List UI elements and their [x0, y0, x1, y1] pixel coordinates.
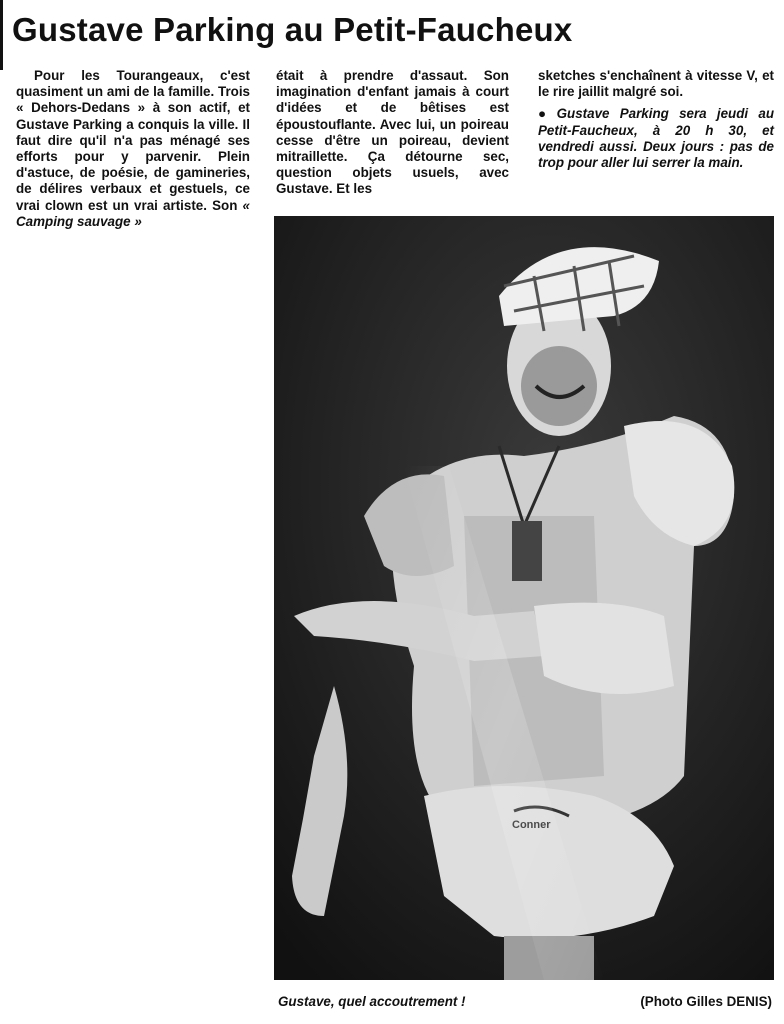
left-rule	[0, 0, 3, 70]
photo-clown-portrait	[274, 216, 774, 980]
photo-credit: (Photo Gilles DENIS)	[640, 994, 772, 1009]
column-1-text	[16, 68, 250, 230]
column-1-italic-title: « Camping sauvage »	[16, 197, 250, 229]
column-1-body: Pour les Tourangeaux, c'est quasiment un ami de la famille. Trois « Dehors-Dedans » à son actif, et Gustave Parking a conquis la ville. Il faut dire qu'il n'a pas ménagé ses efforts pour y parvenir. Plein d'astuce, de poésie, de gamineries, de délires verbaux et gestuels, ce vrai clown est un vrai artiste. Son	[16, 68, 250, 213]
photo-caption: Gustave, quel accoutrement !	[278, 994, 466, 1009]
article-column-1	[16, 68, 250, 230]
info-note-text: Gustave Parking sera jeudi au Petit-Faucheux, à 20 h 30, et vendredi aussi. Deux jours : pas de trop pour aller lui serrer la main.	[538, 106, 774, 171]
article-column-2	[276, 68, 509, 198]
bullet-icon: ●	[538, 106, 553, 122]
photo-illustration	[274, 216, 774, 980]
info-note	[538, 106, 774, 171]
column-3-text: sketches s'enchaînent à vitesse V, et le rire jaillit malgré soi.	[538, 68, 774, 100]
column-2-text: était à prendre d'assaut. Son imagination d'enfant jamais à court d'idées et de bêtises est époustouflante. Avec lui, un poireau cesse d'être un poireau, devient mitraillette. Ça détourne sec, question objets usuels, avec Gustave. Et les	[276, 68, 509, 197]
headline: Gustave Parking au Petit-Faucheux	[12, 11, 573, 48]
article-column-3	[538, 68, 774, 171]
